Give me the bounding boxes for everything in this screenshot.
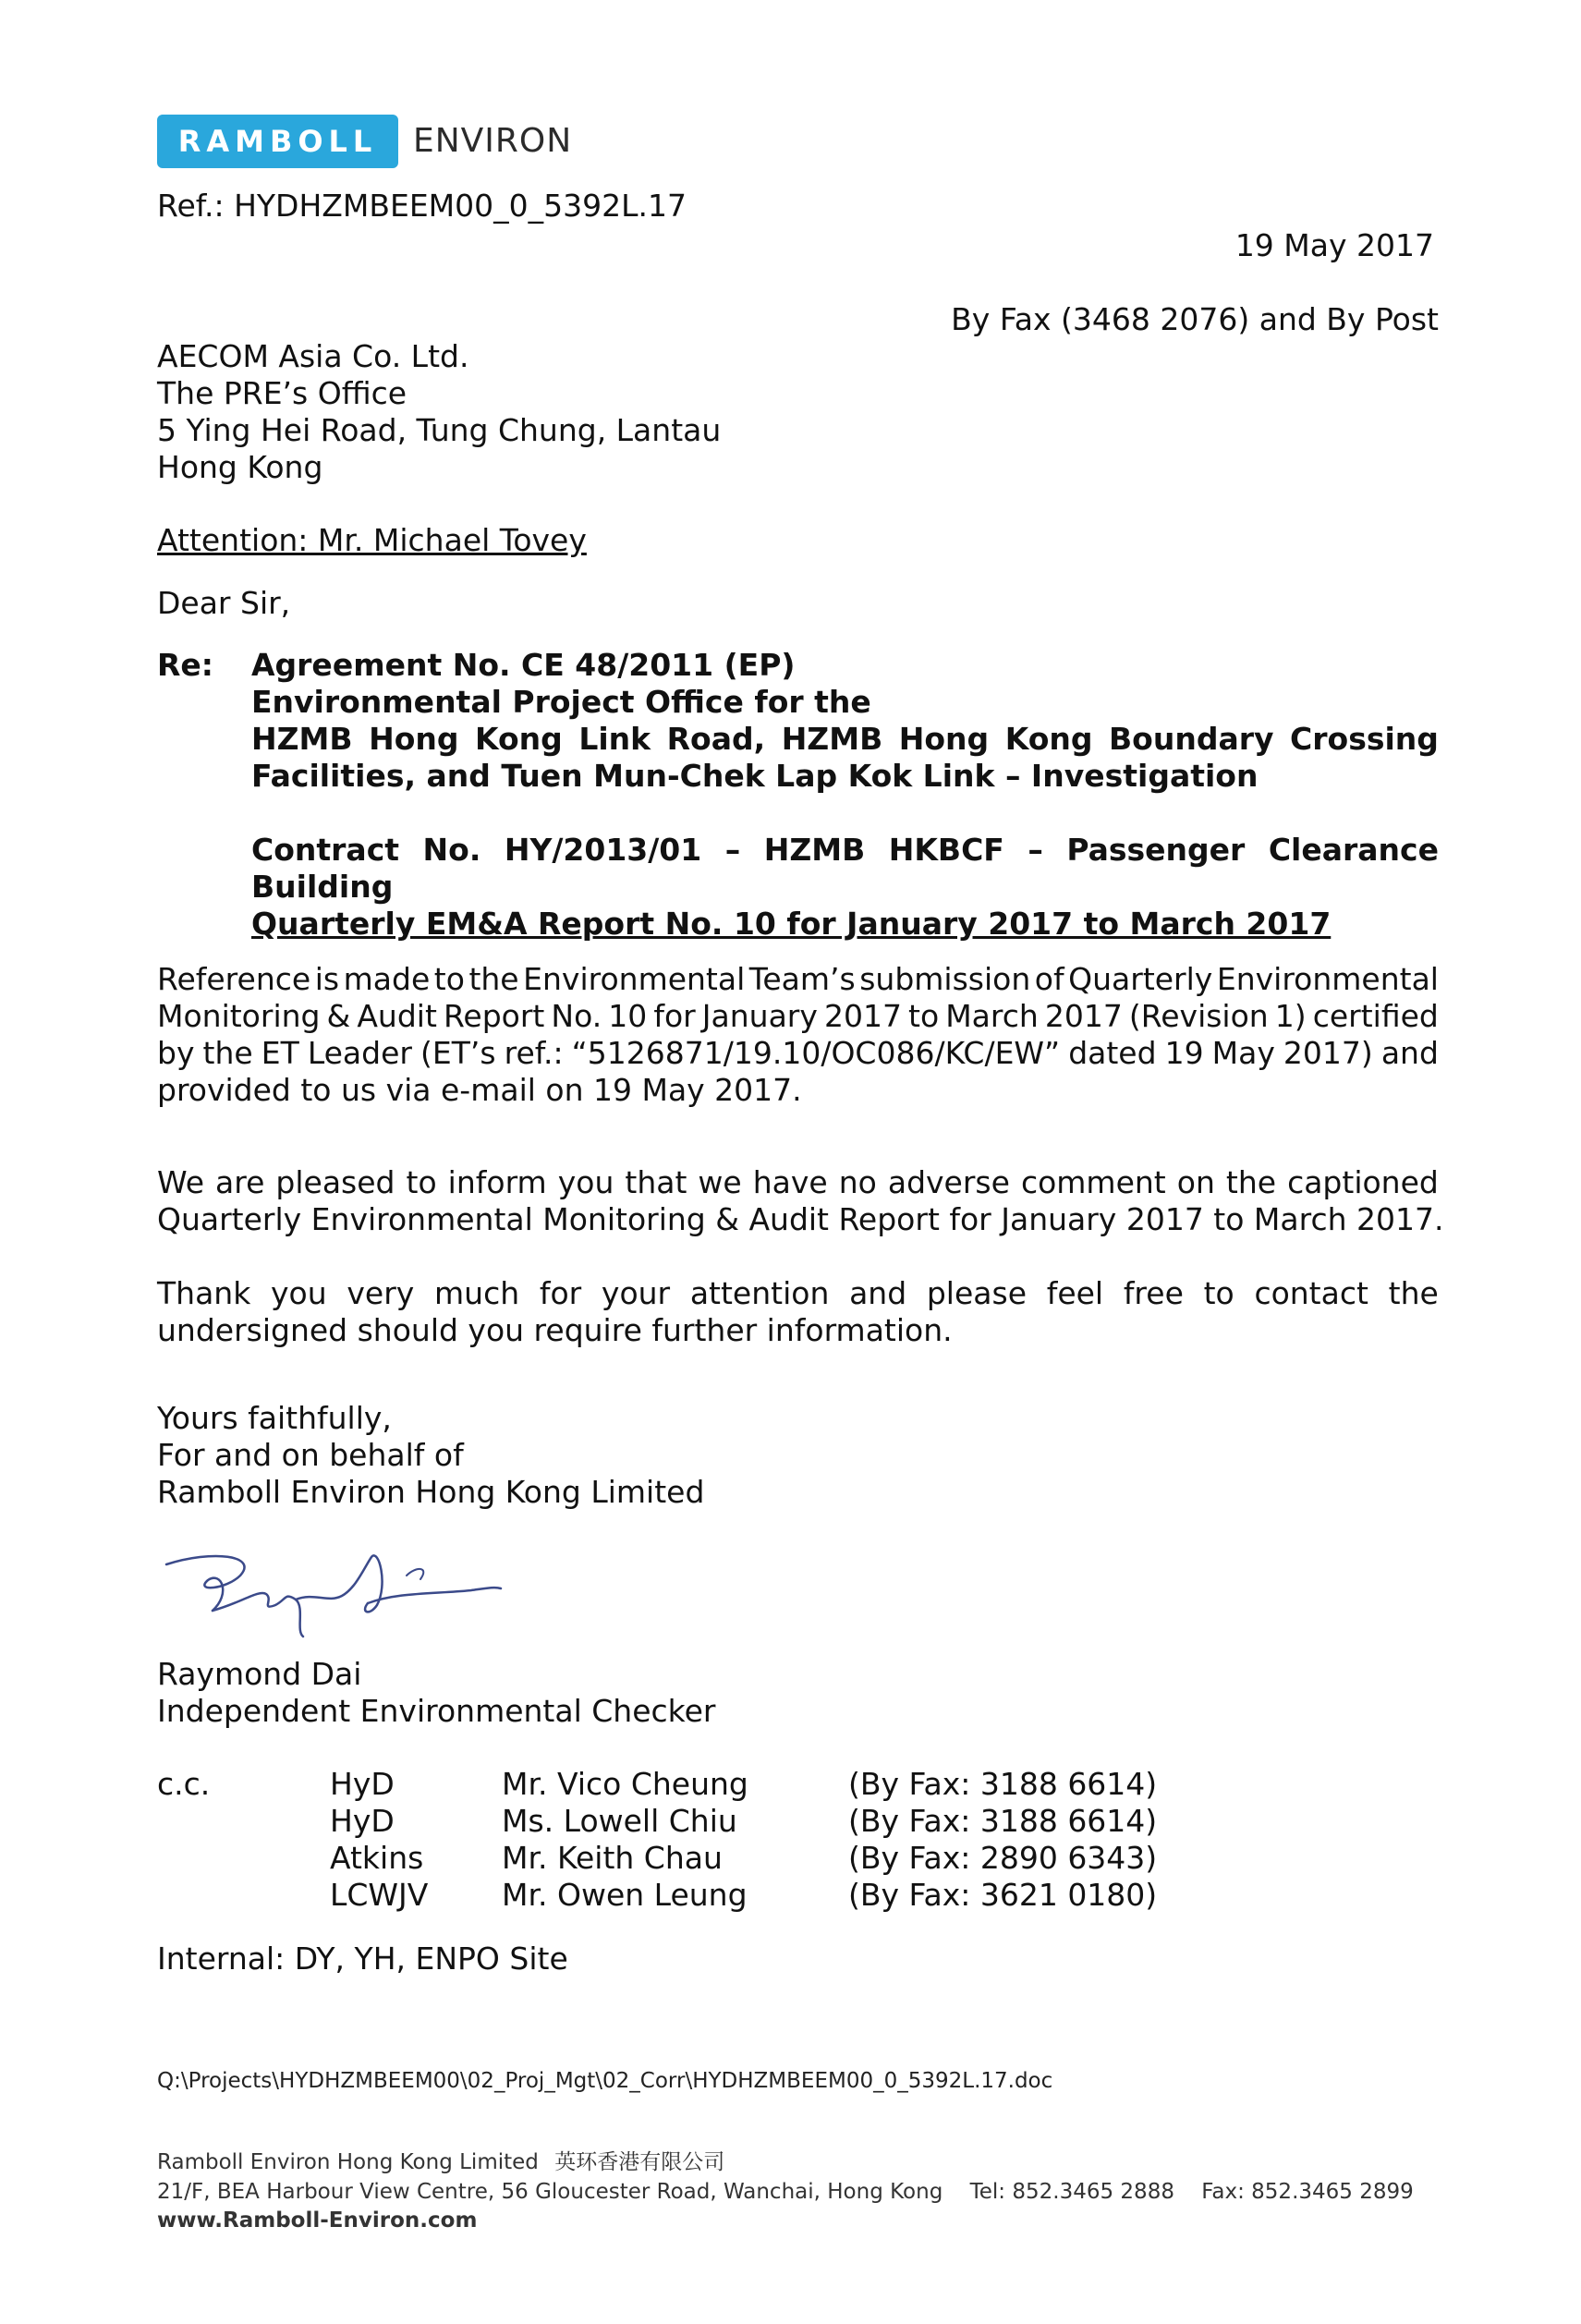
word: – xyxy=(724,832,741,868)
word: March xyxy=(945,998,1039,1034)
word: Hong xyxy=(369,721,459,757)
word: comment xyxy=(1020,1164,1166,1200)
word: Hong xyxy=(898,721,990,757)
cc-fax: (By Fax: 3188 6614) xyxy=(848,1766,1158,1802)
cc-org: LCWJV xyxy=(330,1877,429,1913)
word: Clearance xyxy=(1268,832,1439,868)
paragraph-no-comment xyxy=(157,1164,1444,1238)
recipient-line-3: 5 Ying Hei Road, Tung Chung, Lantau xyxy=(157,412,722,448)
delivery-method: By Fax (3468 2076) and By Post xyxy=(951,301,1439,337)
word: Environmental xyxy=(523,961,746,997)
footer-company-chinese: 英环香港有限公司 xyxy=(554,2150,725,2174)
word: Link xyxy=(578,721,651,757)
word: submission xyxy=(859,961,1031,997)
word: your xyxy=(601,1275,671,1311)
recipient-line-2: The PRE’s Office xyxy=(157,375,407,411)
word: May xyxy=(1211,1035,1275,1071)
salutation: Dear Sir, xyxy=(157,585,291,621)
word: of xyxy=(1034,961,1064,997)
recipient-line-4: Hong Kong xyxy=(157,449,323,485)
word: for xyxy=(653,998,696,1034)
word: Monitoring xyxy=(157,998,321,1034)
word: the xyxy=(1225,1164,1277,1200)
cc-label: c.c. xyxy=(157,1766,211,1802)
word: 2017 xyxy=(823,998,902,1034)
signer-title: Independent Environmental Checker xyxy=(157,1693,716,1729)
word: Road, xyxy=(666,721,766,757)
word: HZMB xyxy=(763,832,866,868)
cc-org: HyD xyxy=(330,1766,395,1802)
company-logo xyxy=(157,115,398,168)
subject-building: Building xyxy=(251,869,394,905)
word: you xyxy=(271,1275,327,1311)
word: certified xyxy=(1312,998,1439,1034)
word: Environmental xyxy=(1216,961,1439,997)
cc-org: HyD xyxy=(330,1803,395,1839)
handwritten-signature xyxy=(157,1539,508,1645)
word: HY/2013/01 xyxy=(504,832,702,868)
subject-contract-line xyxy=(251,832,1439,869)
word: pleased xyxy=(275,1164,395,1200)
word: Team’s xyxy=(748,961,856,997)
subject-line-3 xyxy=(251,721,1439,758)
word: Contract xyxy=(251,832,400,868)
word: captioned xyxy=(1287,1164,1439,1200)
word: Thank xyxy=(157,1275,251,1311)
subject-report-title: Quarterly EM&A Report No. 10 for January 2017 to March 2017 xyxy=(251,906,1332,942)
paragraph-thanks xyxy=(157,1275,1439,1349)
recipient-line-1: AECOM Asia Co. Ltd. xyxy=(157,338,469,374)
word: Passenger xyxy=(1066,832,1246,868)
word: Quarterly xyxy=(1068,961,1213,997)
word: adverse xyxy=(887,1164,1010,1200)
word: very xyxy=(347,1275,415,1311)
cc-fax: (By Fax: 3621 0180) xyxy=(848,1877,1158,1913)
word: – xyxy=(1028,832,1043,868)
word: to xyxy=(406,1164,437,1200)
letter-date: 19 May 2017 xyxy=(1234,227,1434,263)
word: Reference xyxy=(157,961,311,997)
word: the xyxy=(202,1035,253,1071)
word: made xyxy=(343,961,431,997)
word: (ET’s xyxy=(420,1035,496,1071)
word: 1) xyxy=(1274,998,1307,1034)
word: January xyxy=(701,998,818,1034)
word: is xyxy=(314,961,340,997)
word: the xyxy=(1388,1275,1439,1311)
internal-distribution: Internal: DY, YH, ENPO Site xyxy=(157,1941,568,1977)
logo-brand: RAMBOLL xyxy=(177,124,378,159)
word: on xyxy=(1176,1164,1215,1200)
word: & xyxy=(326,998,351,1034)
subject-project-office: Environmental Project Office for the xyxy=(251,684,871,720)
word: to xyxy=(1203,1275,1234,1311)
word: are xyxy=(215,1164,265,1200)
word: Kong xyxy=(475,721,563,757)
word: 19 xyxy=(1164,1035,1204,1071)
para2-line-2: Quarterly Environmental Monitoring & Audit Report for January 2017 to March 2017. xyxy=(157,1201,1444,1237)
footer-website[interactable]: www.Ramboll-Environ.com xyxy=(157,2208,478,2233)
word: HZMB xyxy=(781,721,883,757)
signer-name: Raymond Dai xyxy=(157,1656,362,1692)
closing-line-3: Ramboll Environ Hong Kong Limited xyxy=(157,1474,705,1510)
subject-agreement: Agreement No. CE 48/2011 (EP) xyxy=(251,647,796,683)
word: No. xyxy=(551,998,602,1034)
word: for xyxy=(539,1275,582,1311)
closing-line-1: Yours faithfully, xyxy=(157,1400,392,1436)
paragraph-reference xyxy=(157,961,1439,1109)
footer-address: 21/F, BEA Harbour View Centre, 56 Gloucester Road, Wanchai, Hong Kong xyxy=(157,2180,943,2204)
para1-line-3 xyxy=(157,1035,1439,1072)
footer-fax: Fax: 852.3465 2899 xyxy=(1201,2180,1414,2204)
cc-org: Atkins xyxy=(330,1840,424,1876)
word: HZMB xyxy=(251,721,353,757)
footer-company-name: Ramboll Environ Hong Kong Limited xyxy=(157,2150,539,2174)
cc-person: Mr. Owen Leung xyxy=(502,1877,748,1913)
cc-person: Mr. Vico Cheung xyxy=(502,1766,748,1802)
word: free xyxy=(1123,1275,1184,1311)
word: and xyxy=(849,1275,907,1311)
word: and xyxy=(1380,1035,1439,1071)
word: have xyxy=(752,1164,828,1200)
footer-company xyxy=(157,2148,724,2176)
word: Audit xyxy=(357,998,437,1034)
word: ET xyxy=(261,1035,299,1071)
word: to xyxy=(433,961,465,997)
para1-line-4: provided to us via e-mail on 19 May 2017. xyxy=(157,1072,802,1108)
word: 10 xyxy=(608,998,648,1034)
word: Crossing xyxy=(1290,721,1439,757)
word: (Revision xyxy=(1128,998,1269,1034)
word: feel xyxy=(1046,1275,1104,1311)
word: much xyxy=(434,1275,520,1311)
word: that xyxy=(625,1164,687,1200)
word: Kong xyxy=(1004,721,1093,757)
word: by xyxy=(157,1035,195,1071)
word: please xyxy=(926,1275,1027,1311)
word: the xyxy=(468,961,519,997)
word: Report xyxy=(443,998,545,1034)
word: contact xyxy=(1254,1275,1368,1311)
word: No. xyxy=(422,832,481,868)
closing-line-2: For and on behalf of xyxy=(157,1437,464,1473)
word: to xyxy=(908,998,940,1034)
cc-fax: (By Fax: 2890 6343) xyxy=(848,1840,1158,1876)
word: attention xyxy=(689,1275,830,1311)
attention-line: Attention: Mr. Michael Tovey xyxy=(157,522,587,558)
word: inform xyxy=(447,1164,547,1200)
para1-line-1 xyxy=(157,961,1439,998)
para3-line-2: undersigned should you require further information. xyxy=(157,1312,953,1348)
word: 2017 xyxy=(1044,998,1123,1034)
word: Leader xyxy=(307,1035,412,1071)
word: Boundary xyxy=(1109,721,1274,757)
re-label: Re: xyxy=(157,647,213,683)
para1-line-2 xyxy=(157,998,1439,1035)
footer-address-line xyxy=(157,2178,1414,2206)
cc-person: Mr. Keith Chau xyxy=(502,1840,723,1876)
cc-fax: (By Fax: 3188 6614) xyxy=(848,1803,1158,1839)
subject-line-4: Facilities, and Tuen Mun-Chek Lap Kok Link – Investigation xyxy=(251,758,1259,794)
subject-block xyxy=(251,647,1439,943)
word: we xyxy=(698,1164,742,1200)
word: dated xyxy=(1068,1035,1157,1071)
cc-person: Ms. Lowell Chiu xyxy=(502,1803,737,1839)
footer-tel: Tel: 852.3465 2888 xyxy=(969,2180,1174,2204)
word: you xyxy=(557,1164,614,1200)
word: HKBCF xyxy=(888,832,1004,868)
word: “5126871/19.10/OC086/KC/EW” xyxy=(571,1035,1061,1071)
logo-subtitle: ENVIRON xyxy=(413,122,573,160)
word: ref.: xyxy=(504,1035,564,1071)
para2-line-1 xyxy=(157,1164,1439,1201)
word: We xyxy=(157,1164,204,1200)
word: 2017) xyxy=(1283,1035,1373,1071)
reference-number: Ref.: HYDHZMBEEM00_0_5392L.17 xyxy=(157,188,687,224)
word: no xyxy=(838,1164,877,1200)
para3-line-1 xyxy=(157,1275,1439,1312)
file-path: Q:\Projects\HYDHZMBEEM00\02_Proj_Mgt\02_Corr\HYDHZMBEEM00_0_5392L.17.doc xyxy=(157,2069,1053,2093)
